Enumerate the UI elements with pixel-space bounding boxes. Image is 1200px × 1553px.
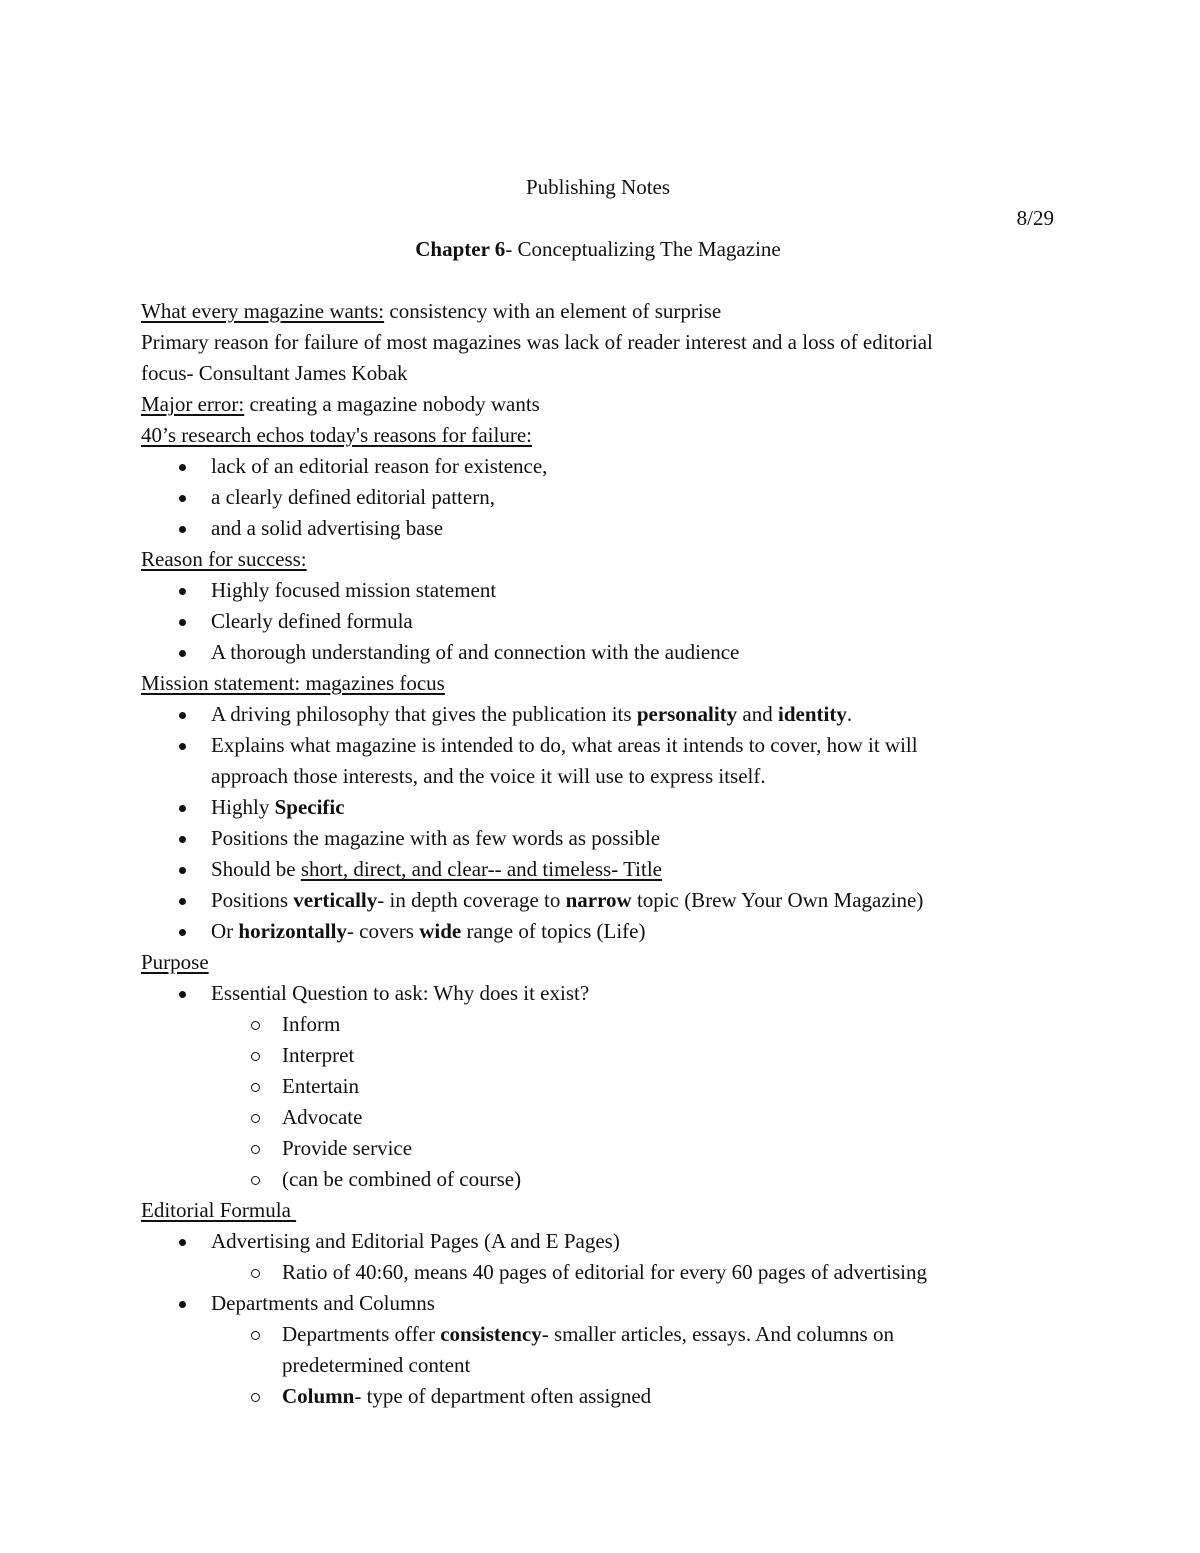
major-error-line (141, 389, 1041, 420)
bullet-icon (179, 929, 186, 936)
list-item: A thorough understanding of and connection with the audience (141, 637, 1041, 668)
primary-reason-cont-line: focus- Consultant James Kobak (141, 361, 408, 385)
bullet-icon (179, 1301, 186, 1308)
bullet-icon (179, 991, 186, 998)
document-title: Publishing Notes (525, 175, 671, 199)
purpose-heading: Purpose (141, 950, 209, 974)
chapter-label: Chapter 6 (415, 237, 506, 261)
list-item: Departments and Columns (141, 1288, 1041, 1319)
hollow-bullet-icon (251, 1176, 260, 1185)
research-line (141, 420, 1041, 451)
list-item: Should be short, direct, and clear-- and timeless- Title (141, 854, 1041, 885)
major-error-text: creating a magazine nobody wants (244, 392, 540, 416)
mission-heading: Mission statement: magazines focus (141, 671, 445, 695)
sub-list-item: Advocate (141, 1102, 1041, 1133)
sub-list-item: Column- type of department often assigned (141, 1381, 1041, 1412)
bullet-icon (179, 867, 186, 874)
wants-text: consistency with an element of surprise (384, 299, 722, 323)
bullet-icon (179, 588, 186, 595)
bullet-icon (179, 526, 186, 533)
hollow-bullet-icon (251, 1083, 260, 1092)
list-item: Advertising and Editorial Pages (A and E Pages) (141, 1226, 1041, 1257)
list-item: a clearly defined editorial pattern, (141, 482, 1041, 513)
bullet-icon (179, 805, 186, 812)
bullet-icon (179, 650, 186, 657)
bullet-icon (179, 495, 186, 502)
hollow-bullet-icon (251, 1269, 260, 1278)
bullet-icon (179, 898, 186, 905)
hollow-bullet-icon (251, 1052, 260, 1061)
list-item: Or horizontally- covers wide range of topics (Life) (141, 916, 1041, 947)
list-item: Clearly defined formula (141, 606, 1041, 637)
bullet-icon (179, 712, 186, 719)
sub-list-item: Interpret (141, 1040, 1041, 1071)
hollow-bullet-icon (251, 1331, 260, 1340)
bullet-icon (179, 1239, 186, 1246)
sub-list-item: Ratio of 40:60, means 40 pages of editorial for every 60 pages of advertising (141, 1257, 1041, 1288)
bullet-icon (179, 619, 186, 626)
list-item: and a solid advertising base (141, 513, 1041, 544)
hollow-bullet-icon (251, 1145, 260, 1154)
wants-line (141, 296, 1041, 327)
bullet-icon (179, 743, 186, 750)
hollow-bullet-icon (251, 1114, 260, 1123)
list-item: Positions the magazine with as few words as possible (141, 823, 1041, 854)
success-heading: Reason for success: (141, 547, 307, 571)
hollow-bullet-icon (251, 1021, 260, 1030)
list-item: lack of an editorial reason for existence, (141, 451, 1041, 482)
list-item: Essential Question to ask: Why does it exist? (141, 978, 1041, 1009)
hollow-bullet-icon (251, 1393, 260, 1402)
list-item: Positions vertically- in depth coverage to narrow topic (Brew Your Own Magazine) (141, 885, 1041, 916)
sub-list-item: Provide service (141, 1133, 1041, 1164)
list-item: Highly focused mission statement (141, 575, 1041, 606)
major-error-label: Major error: (141, 392, 245, 416)
research-label: 40’s research echos today's reasons for failure: (141, 423, 532, 447)
bullet-icon (179, 836, 186, 843)
chapter-heading (0, 234, 1196, 265)
list-item: Explains what magazine is intended to do, what areas it intends to cover, how it will (141, 730, 1041, 761)
formula-heading: Editorial Formula (141, 1198, 297, 1222)
wants-label: What every magazine wants: (141, 299, 385, 323)
notes-body (141, 296, 1041, 1412)
list-item: Highly Specific (141, 792, 1041, 823)
document-date: 8/29 (1016, 206, 1054, 230)
primary-reason-line: Primary reason for failure of most magazines was lack of reader interest and a loss of editorial (141, 330, 933, 354)
bullet-icon (179, 464, 186, 471)
list-item: A driving philosophy that gives the publication its personality and identity. (141, 699, 1041, 730)
chapter-title: - Conceptualizing The Magazine (505, 237, 781, 261)
list-item-continuation: approach those interests, and the voice it will use to express itself. (211, 764, 766, 788)
sub-list-item: Entertain (141, 1071, 1041, 1102)
sub-list-item: (can be combined of course) (141, 1164, 1041, 1195)
sub-list-item-continuation: predetermined content (282, 1353, 471, 1377)
sub-list-item: Departments offer consistency- smaller articles, essays. And columns on (141, 1319, 1041, 1350)
sub-list-item: Inform (141, 1009, 1041, 1040)
